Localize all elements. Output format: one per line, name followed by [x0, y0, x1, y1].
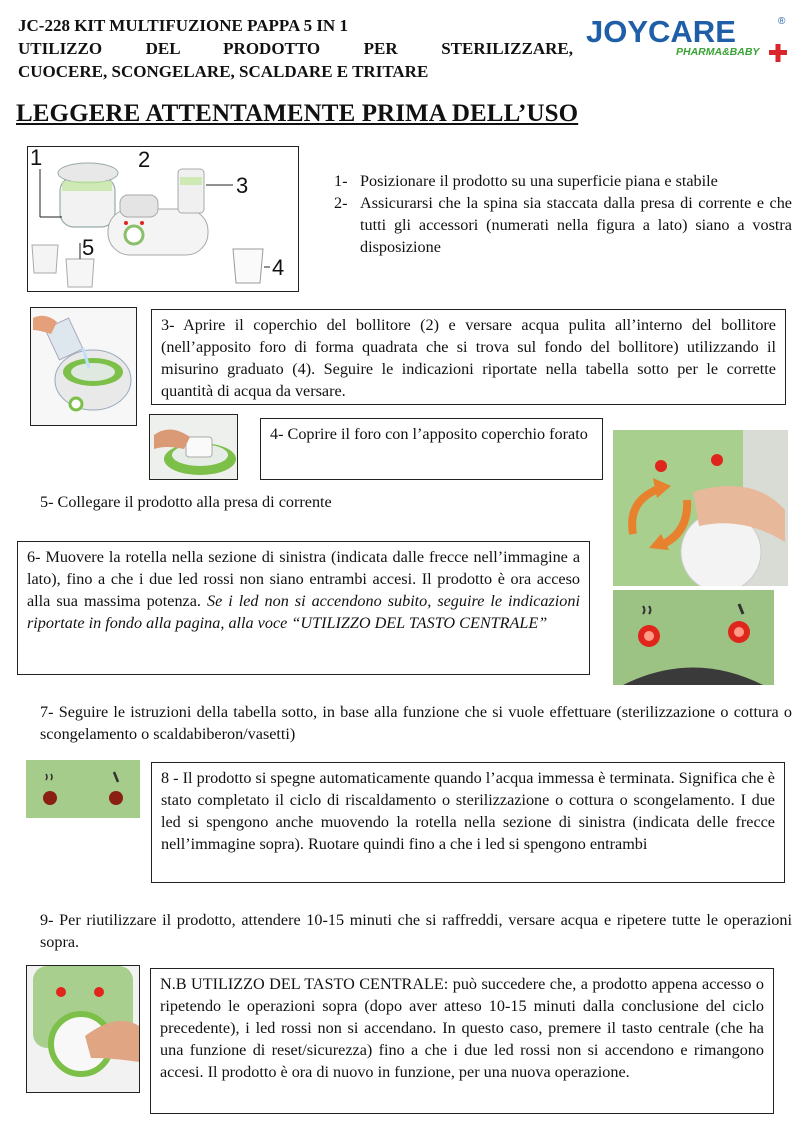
leds-on-image [613, 590, 774, 685]
center-button-image [26, 965, 140, 1093]
logo-brand-text: JOYCARE [586, 14, 736, 49]
leds-off-illustration [26, 760, 140, 818]
led-right-small-icon [94, 987, 104, 997]
product-components-image [27, 146, 299, 292]
page-title: LEGGERE ATTENTAMENTE PRIMA DELL’USO [16, 100, 579, 127]
logo-registered-mark: ® [778, 16, 786, 27]
document-header [18, 14, 573, 83]
product-components-illustration [28, 147, 298, 291]
led-right-icon [711, 454, 723, 466]
pour-water-image [30, 307, 137, 426]
step-6-box [17, 541, 590, 675]
step-7: 7- Seguire le istruzioni della tabella sotto, in base alla funzione che si vuole effettuare (sterilizzazione o cottura o scongelamento o scaldabiberon/vasetti) [40, 703, 792, 743]
pour-water-illustration [31, 308, 136, 425]
step-5: 5- Collegare il prodotto alla presa di corrente [40, 493, 332, 511]
logo-tagline: PHARMA&BABY [676, 46, 760, 58]
figure-label-5: 5 [82, 235, 95, 260]
cover-lid-image [149, 414, 238, 480]
step-8-box: 8 - Il prodotto si spegne automaticamente quando l’acqua immessa è terminata. Significa che è stato completato il ciclo di riscaldamento o sterilizzazione o cottura o scongelamento. I due led si spengono anche muovendo la rotella nella sezione di sinistra (indicata delle frecce nell’immagine sopra). Ruotare quindi fino a che i led si spengono entrambi [151, 762, 785, 883]
figure-label-2: 2 [138, 147, 151, 172]
cover-lid-illustration [150, 415, 237, 479]
step-3-box: 3- Aprire il coperchio del bollitore (2) e versare acqua pulita all’interno del bollitore (nell’apposito foro di forma quadrata che si trova sul fondo del bollitore) utilizzando il misurino graduato (4). Seguire le indicazioni riportate nella tabella sotto per le corrette quantità di acqua da versare. [151, 309, 786, 405]
nb-center-button-box: N.B UTILIZZO DEL TASTO CENTRALE: può succedere che, a prodotto appena accesso o ripetendo le operazioni sopra (dopo aver atteso 10-15 minuti dalla conclusione del ciclo precedente), i led rossi non si accendano. In questo caso, premere il tasto centrale (che ha una funzione di reset/sicurezza) fino a che i due led rossi non si accendono e rimangono accesi. Il prodotto è ora di nuovo in funzione, per una nuova operazione. [150, 968, 774, 1114]
figure-label-4: 4 [272, 255, 285, 280]
dial-rotation-image [613, 430, 788, 586]
joycare-logo-graphic [584, 10, 794, 72]
center-button-illustration [27, 966, 139, 1092]
led-left-small-icon [56, 987, 66, 997]
joycare-logo [584, 10, 794, 72]
step-4-box: 4- Coprire il foro con l’apposito coperchio forato [260, 418, 603, 480]
header-line-1: JC-228 KIT MULTIFUZIONE PAPPA 5 IN 1 [18, 16, 348, 35]
step-9: 9- Per riutilizzare il prodotto, attendere 10-15 minuti che si raffreddi, versare acqua e ripetere tutte le operazioni sopra. [40, 911, 792, 951]
led-heat-off-icon [43, 791, 57, 805]
step-2: 2- Assicurarsi che la spina sia staccata dalla presa di corrente e che tutti gli accessori (numerati nella figura a lato) siano a vostra disposizione [334, 194, 792, 256]
leds-off-image [26, 760, 140, 818]
step-1: 1- Posizionare il prodotto su una superficie piana e stabile [334, 172, 718, 190]
figure-label-1: 1 [30, 147, 43, 170]
steps-1-2 [334, 170, 792, 258]
dial-rotation-illustration [613, 430, 788, 586]
led-left-icon [655, 460, 667, 472]
leds-on-illustration [613, 590, 774, 685]
header-line-2: UTILIZZO DEL PRODOTTO PER STERILIZZARE, [18, 39, 573, 58]
step-6-note: Se i led non si accendono subito, seguire le indicazioni riportate in fondo alla pagina, alla voce “UTILIZZO DEL TASTO CENTRALE” [27, 592, 580, 632]
led-steam-off-icon [109, 791, 123, 805]
figure-label-3: 3 [236, 173, 249, 198]
header-line-3: CUOCERE, SCONGELARE, SCALDARE E TRITARE [18, 62, 429, 81]
step-6-text: 6- Muovere la rotella nella sezione di sinistra (indicata dalle frecce nell’immagine a lato), fino a che i due led rossi non siano entrambi accesi. Il prodotto è ora acceso alla sua massima potenza. [27, 548, 580, 610]
logo-cross-icon [769, 44, 787, 62]
